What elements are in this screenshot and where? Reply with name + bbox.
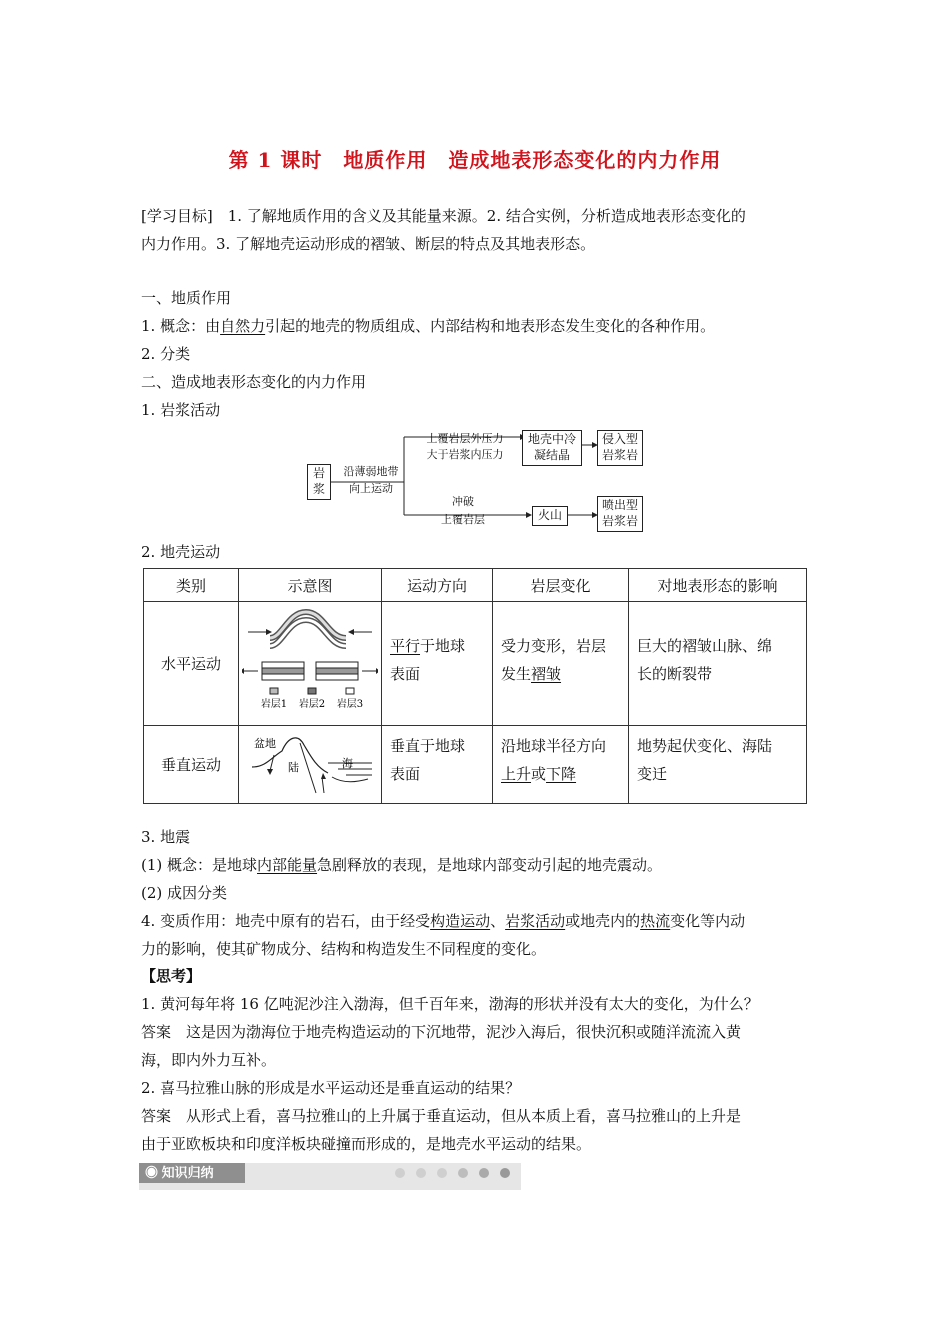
banner-dot [416,1168,426,1178]
path-label-1: 沿薄弱地带 [343,465,399,478]
uplift-arrow-1 [270,755,274,771]
row1-change-keyword: 褶皱 [531,665,562,683]
banner-label: ◉ 知识归纳 [139,1163,245,1183]
row2-change-keyword-2: 下降 [546,765,577,783]
question-2: 2. 喜马拉雅山脉的形成是水平运动还是垂直运动的结果？ [141,1079,521,1097]
section-1-concept [141,312,813,340]
page-title: 第 1 课时 地质作用 造成地表形态变化的内力作用 [228,148,722,172]
cooling-box [522,430,582,466]
header-impact: 对地表形态的影响 [629,569,807,602]
meta-keyword-2: 岩浆活动 [505,912,566,930]
uplift-arrowhead-1 [267,769,273,775]
fold-arrowhead-right [348,629,354,635]
row2-change-keyword-1: 上升 [501,765,532,783]
answer-1-line-2: 海，即内外力互补。 [141,1051,277,1069]
row1-change [493,602,629,726]
fault-arrowhead-right [376,668,378,674]
intrusive-text-1: 侵入型 [601,432,638,446]
cooling-text-2: 凝结晶 [533,448,570,462]
fault-block-right-bottom [316,674,358,680]
quake-concept-keyword: 内部能量 [257,856,318,874]
header-change: 岩层变化 [493,569,629,602]
vertical-movement-figure [242,727,378,799]
table-row [144,602,807,726]
legend-swatch-2 [308,688,316,694]
concept-keyword: 自然力 [220,317,266,335]
cooling-text-1: 地壳中冷 [527,432,576,446]
fold-arrowhead-left [266,629,272,635]
fault-block-left-bottom [262,674,304,680]
table-header-row [144,569,807,602]
section-1-heading: 一、地质作用 [141,289,232,307]
meta-mid: 或地壳内的 [565,912,641,930]
row1-change-line1: 受力变形，岩层 [501,637,607,655]
objectives-line-2: 内力作用。3. 了解地壳运动形成的褶皱、断层的特点及其地表形态。 [141,235,596,253]
metamorphism-line-1 [141,907,813,935]
meta-post: 变化等内动 [670,912,746,930]
fault-line [300,743,316,793]
objectives-line-1: [学习目标] 1. 了解地质作用的含义及其能量来源。2. 结合实例，分析造成地表形态变化的 [141,207,746,225]
header-direction: 运动方向 [382,569,493,602]
answer-2-line-1: 答案 从形式上看，喜马拉雅山的上升属于垂直运动，但从本质上看，喜马拉雅山的上升是 [141,1107,742,1125]
header-type: 类别 [144,569,239,602]
meta-sep: 、 [490,912,506,930]
extrusive-text-1: 喷出型 [601,498,638,512]
concept-pre: 1. 概念：由 [141,317,221,335]
row1-direction-keyword: 平行 [390,637,421,655]
label-sea: 海 [342,756,353,770]
fold-fault-figure [242,604,378,720]
legend-label-1: 岩层1 [260,698,288,710]
answer-2-line-2: 由于亚欧板块和印度洋板块碰撞而形成的，是地壳水平运动的结果。 [141,1135,592,1153]
extrusive-box [597,496,643,532]
lower-label-2: 上覆岩层 [441,513,485,526]
lower-label-1: 冲破 [452,495,474,508]
row1-direction-rest: 于地球 [420,637,466,655]
banner-dot [395,1168,405,1178]
row1-impact [629,602,807,726]
label-land: 陆 [288,760,299,774]
row1-type: 水平运动 [144,602,239,726]
row1-impact-line1: 巨大的褶皱山脉、绵 [637,637,773,655]
row2-change-line1: 沿地球半径方向 [501,737,607,755]
fault-block-right-mid [316,668,358,674]
volcano-box: 火山 [532,506,568,526]
meta-keyword-1: 构造运动 [430,912,491,930]
sea-floor [332,777,368,782]
question-1: 1. 黄河每年将 16 亿吨泥沙注入渤海，但千百年来，渤海的形状并没有太大的变化，为什么？ [141,995,759,1013]
row2-change-mid: 或 [531,765,547,783]
section-1-classify: 2. 分类 [141,345,191,363]
quake-concept-pre: (1) 概念：是地球 [141,856,258,874]
think-heading: 【思考】 [141,967,202,985]
fault-block-left-top [262,662,304,668]
extrusive-text-2: 岩浆岩 [601,514,638,528]
uplift-arrowhead-2 [321,773,326,779]
banner-dot [458,1168,468,1178]
row2-type: 垂直运动 [144,726,239,804]
intrusive-text-2: 岩浆岩 [601,448,638,462]
row2-direction [382,726,493,804]
earthquake-heading: 3. 地震 [141,828,191,846]
path-label-2: 向上运动 [349,482,393,495]
section-2-heading: 二、造成地表形态变化的内力作用 [141,373,367,391]
magma-box: 岩浆 [307,464,331,500]
row2-change [493,726,629,804]
meta-pre: 4. 变质作用：地壳中原有的岩石，由于经受 [141,912,431,930]
answer-1-line-1: 答案 这是因为渤海位于地壳构造运动的下沉地带，泥沙入海后，很快沉积或随洋流流入黄 [141,1023,742,1041]
metamorphism-line-2: 力的影响，使其矿物成分、结构和构造发生不同程度的变化。 [141,940,547,958]
fold-layers [270,612,346,646]
legend-label-3: 岩层3 [336,698,364,710]
fault-block-right-top [316,662,358,668]
row2-impact [629,726,807,804]
banner-dot [479,1168,489,1178]
earthquake-classify: (2) 成因分类 [141,884,228,902]
row2-direction-line1: 垂直于地球 [390,737,466,755]
legend-swatch-3 [346,688,354,694]
concept-post: 引起的地壳的物质组成、内部结构和地表形态发生变化的各种作用。 [265,317,716,335]
magma-activity-heading: 1. 岩浆活动 [141,401,221,419]
quake-concept-post: 急剧释放的表现，是地球内部变动引起的地壳震动。 [317,856,663,874]
fault-arrowhead-left [242,668,244,674]
row2-impact-line1: 地势起伏变化、海陆 [637,737,773,755]
row1-direction [382,602,493,726]
legend-label-2: 岩层2 [298,698,326,710]
row2-impact-line2: 变迁 [637,765,668,783]
upper-label-2: 大于岩浆内压力 [426,448,504,461]
legend-swatch-1 [270,688,278,694]
row2-diagram [239,726,382,804]
row1-direction-line2: 表面 [390,665,421,683]
crust-movement-table [143,568,807,804]
fault-block-left-mid [262,668,304,674]
header-diagram: 示意图 [239,569,382,602]
table-row [144,726,807,804]
row2-direction-line2: 表面 [390,765,421,783]
meta-keyword-3: 热流 [640,912,671,930]
crust-movement-heading: 2. 地壳运动 [141,543,221,561]
banner-dot [437,1168,447,1178]
banner-dot [500,1168,510,1178]
uplift-arrow-2 [322,777,324,793]
row1-diagram [239,602,382,726]
earthquake-concept [141,851,813,879]
row1-change-pre: 发生 [501,665,532,683]
intrusive-box [597,430,643,466]
row1-impact-line2: 长的断裂带 [637,665,713,683]
label-basin: 盆地 [254,736,276,750]
upper-label-1: 上覆岩层外压力 [426,432,504,445]
knowledge-summary-banner [139,1163,521,1190]
